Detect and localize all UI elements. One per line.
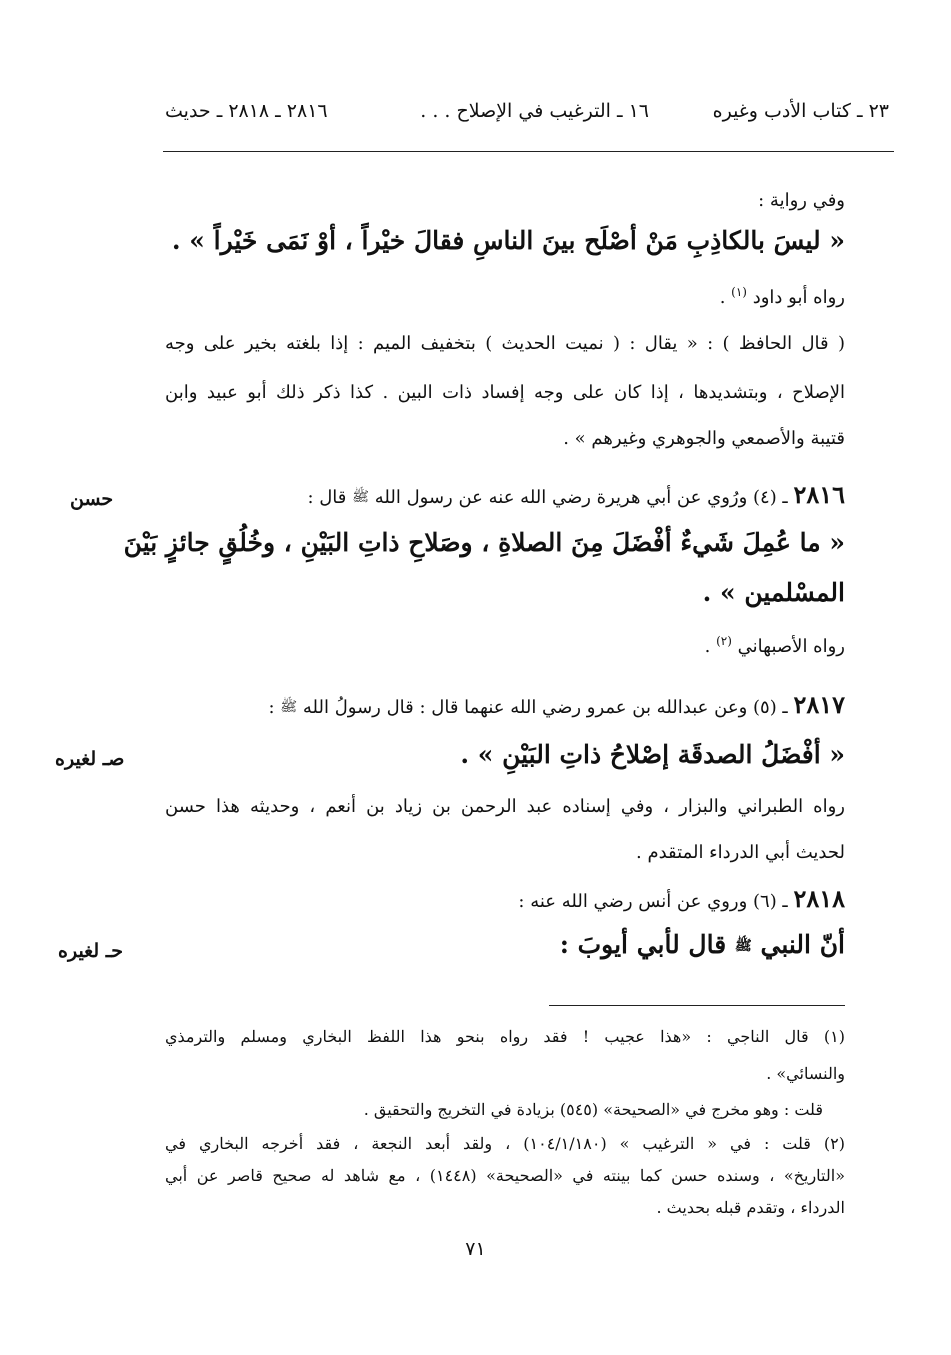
header-rule	[163, 151, 894, 152]
page-number: ٧١	[465, 1238, 486, 1260]
footnote-rule	[549, 1005, 845, 1006]
footnote-1: (١) قال الناجي : «هذا عجيب ! فقد رواه بنحو هذا اللفظ البخاري ومسلم والترمذي	[165, 1027, 845, 1046]
commentary-line: قتيبة والأصمعي والجوهري وغيرهم » .	[563, 428, 845, 449]
source-text: رواه الأصبهاني	[737, 636, 845, 657]
hadith-number: ٢٨١٨	[793, 884, 845, 913]
hadith-quote: أنّ النبي ﷺ قال لأبي أيوبَ :	[559, 930, 845, 959]
footnote-1-cont: والنسائي» .	[766, 1064, 845, 1083]
narration-intro: وفي رواية :	[758, 190, 845, 211]
hadith-quote: « ليسَ بالكاذِبِ مَنْ أصْلَح بينَ الناسِ فقالَ خيْراً ، أوْ نَمَى خَيْراً » .	[171, 226, 845, 255]
commentary-line: ( قال الحافظ ) : « يقال : ( نميت الحديث ) بتخفيف الميم : إذا بلغته بخير على وجه	[165, 333, 845, 354]
footnote-2-cont: «التاريخ» ، وسنده حسن كما بينته في «الصحيحة» (١٤٤٨) ، مع شاهد له صحيح قاصر عن أبي	[165, 1166, 845, 1185]
hadith-2816-intro: ٢٨١٦ ـ (٤) ورُوي عن أبي هريرة رضي الله عنه عن رسول الله ﷺ قال :	[307, 480, 845, 509]
source-line: رواه الأصبهاني $^{(٢)}$ .	[704, 634, 845, 657]
hadith-quote: « ما عُمِلَ شَيءٌ أفْضَلَ مِنَ الصلاةِ ، وصَلاحِ ذاتِ البَيْنِ ، وخُلُقٍ جائزٍ بَيْنَ	[123, 528, 845, 557]
salutation-glyph: ﷺ	[280, 699, 298, 715]
running-header-chapter: ١٦ ـ الترغيب في الإصلاح . . .	[420, 100, 649, 122]
hadith-quote: « أفْضَلُ الصدقَة إصْلاحُ ذاتِ البَيْنِ » .	[460, 740, 845, 769]
commentary-line: الإصلاح ، وبتشديدها ، إذا كان على وجه إفساد ذات البين . كذا ذكر ذلك أبو عبيد وابن	[165, 382, 845, 403]
hadith-quote: المسْلمين » .	[702, 578, 845, 607]
salutation-glyph: ﷺ	[352, 489, 370, 505]
footnote-ref: (١)	[731, 285, 747, 299]
footnote-ref: (٢)	[716, 634, 732, 648]
hadith-number: ٢٨١٦	[793, 480, 845, 509]
source-text: رواه أبو داود	[752, 287, 845, 308]
salutation-glyph: ﷺ	[734, 937, 752, 954]
running-header-book: ٢٣ ـ كتاب الأدب وغيره	[712, 100, 889, 122]
grade-label: حسن	[70, 488, 114, 510]
grade-label: حـ لغيره	[58, 940, 124, 962]
hadith-2818-intro: ٢٨١٨ ـ (٦) وروي عن أنس رضي الله عنه :	[518, 884, 845, 913]
source-line: رواه الطبراني والبزار ، وفي إسناده عبد الرحمن بن زياد بن أنعم ، وحديثه هذا حسن	[165, 796, 845, 817]
hadith-number: ٢٨١٧	[793, 690, 845, 719]
running-header-hadith-range: ٢٨١٦ ـ ٢٨١٨ ـ حديث	[165, 100, 328, 122]
footnote-2: (٢) قلت : في « الترغيب » (١٠٤/١/١٨٠) ، ولقد أبعد النجعة ، فقد أخرجه البخاري في	[165, 1134, 846, 1153]
grade-label: صـ لغيره	[55, 748, 125, 770]
source-line: رواه أبو داود $^{(١)}$ .	[719, 285, 845, 308]
footnote-1-note: قلت : وهو مخرج في «الصحيحة» (٥٤٥) بزيادة في التخريج والتحقيق .	[363, 1100, 823, 1119]
footnote-2-cont: الدرداء ، وتقدم قبله بحديث .	[656, 1198, 845, 1217]
source-line: لحديث أبي الدرداء المتقدم .	[636, 842, 845, 863]
hadith-2817-intro: ٢٨١٧ ـ (٥) وعن عبدالله بن عمرو رضي الله عنهما قال : قال رسولُ الله ﷺ :	[268, 690, 845, 719]
